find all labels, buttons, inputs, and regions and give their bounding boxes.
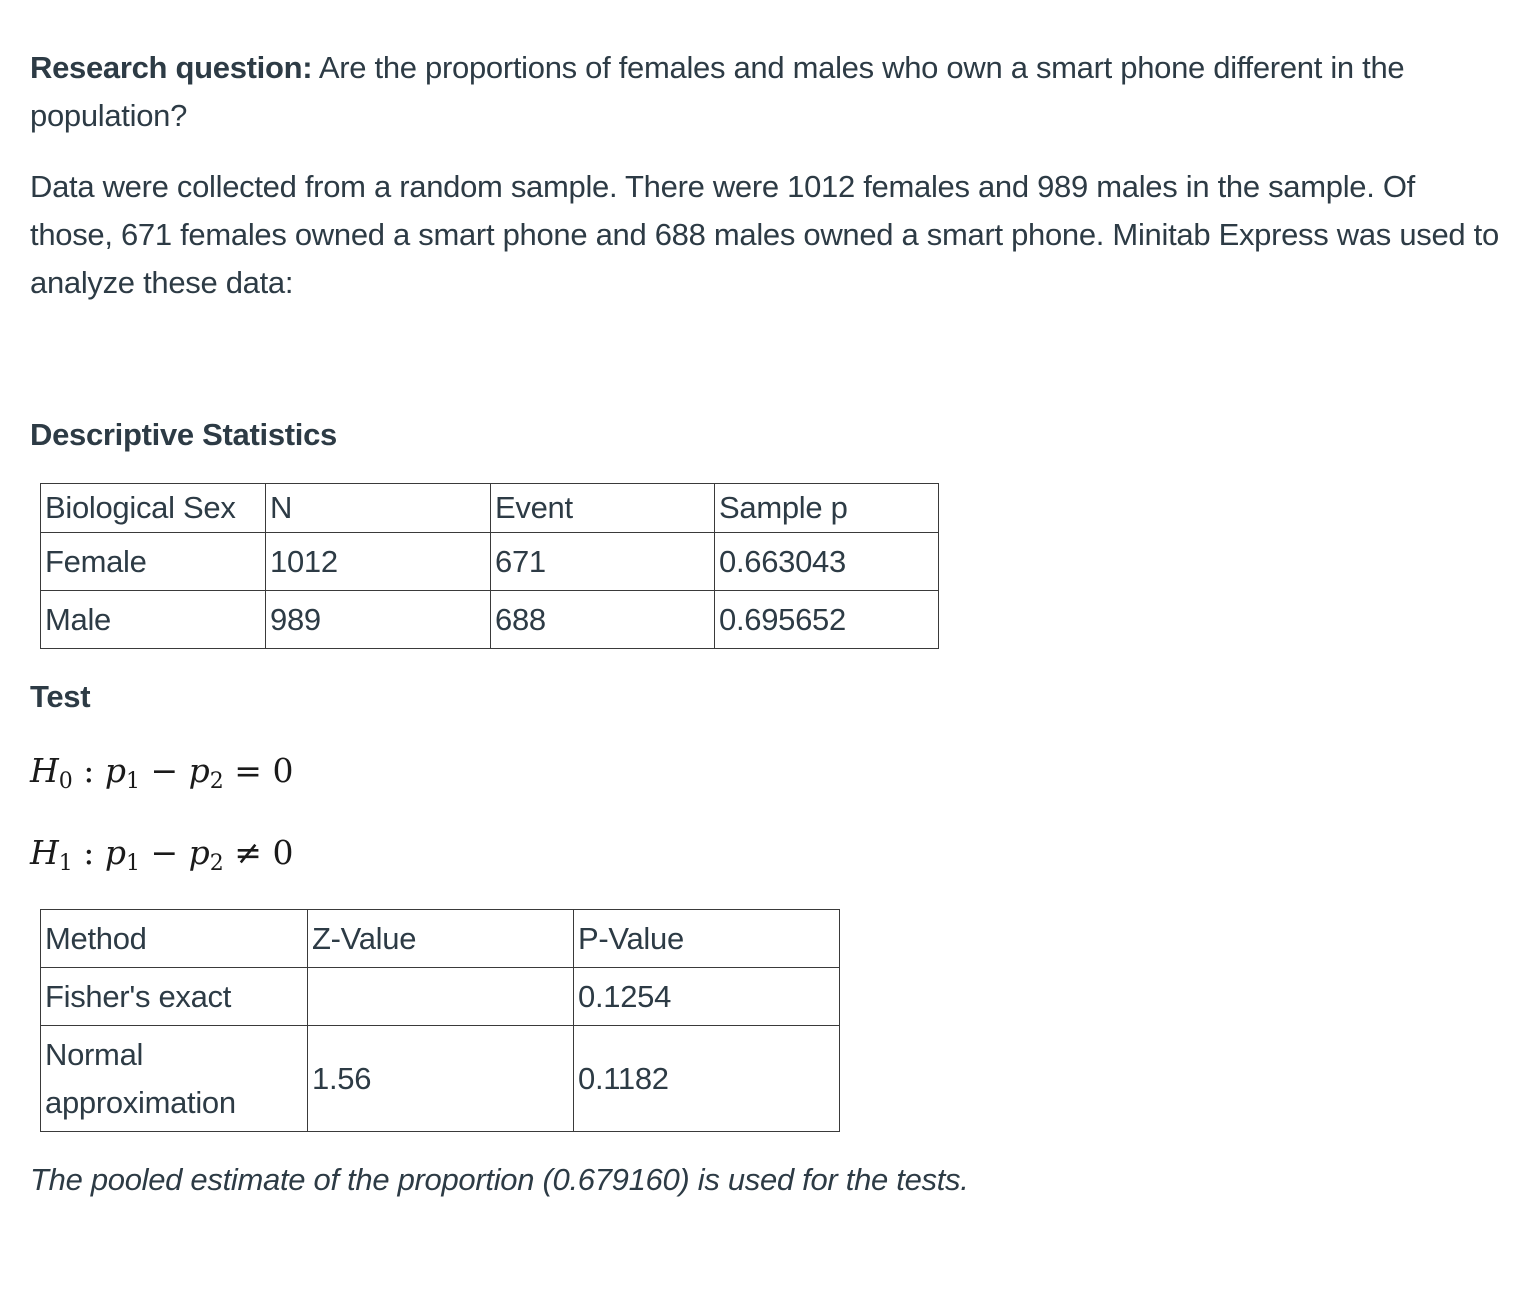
test-results-table	[40, 909, 840, 1132]
null-hypothesis: $H_0$ : $p_1 - p_2 = 0$	[30, 751, 294, 794]
p1-symbol: p	[104, 751, 127, 790]
table-cell: Male	[41, 591, 266, 649]
not-equal-sign: ≠	[234, 833, 262, 872]
table-cell	[308, 968, 574, 1026]
research-question-text: Are the proportions of females and males who own a smart phone different in the population?	[30, 50, 1405, 133]
table-row	[41, 968, 840, 1026]
alternative-hypothesis: $H_1$ : $p_1 - p_2 \ne 0$	[30, 833, 294, 876]
p1-subscript: 1	[126, 769, 141, 794]
table-cell: 0.695652	[715, 591, 939, 649]
table-cell: 989	[266, 591, 491, 649]
table-row	[41, 533, 939, 591]
minus-sign: −	[150, 751, 179, 790]
h1-symbol: H	[30, 833, 59, 872]
research-question	[30, 44, 1500, 140]
p2-symbol: p	[188, 833, 210, 872]
table-cell: 0.1182	[574, 1026, 840, 1132]
p1-subscript: 1	[126, 851, 141, 876]
h0-value: 0	[272, 751, 294, 790]
p2-subscript: 2	[209, 769, 224, 794]
table-cell: 0.1254	[574, 968, 840, 1026]
table-header-row	[41, 484, 939, 533]
pooled-estimate-note: The pooled estimate of the proportion (0.679160) is used for the tests.	[30, 1162, 969, 1197]
table-cell: Fisher's exact	[41, 968, 308, 1026]
h0-symbol: H	[30, 751, 59, 790]
header-cell: N	[266, 484, 491, 533]
document-body	[30, 44, 1500, 1200]
table-row	[41, 591, 939, 649]
table-cell: Normal approximation	[41, 1026, 308, 1132]
descriptive-statistics-title: Descriptive Statistics	[30, 417, 337, 452]
table-header-row	[41, 910, 840, 968]
h1-subscript: 1	[58, 851, 73, 876]
data-description: Data were collected from a random sample. There were 1012 females and 989 males in the sample. Of those, 671 females owned a smart phone and 688 males owned a smart phone. Minitab Express was used to analyze these data:	[30, 169, 1499, 300]
table-cell: 671	[491, 533, 715, 591]
table-cell: 688	[491, 591, 715, 649]
header-cell: Method	[41, 910, 308, 968]
descriptive-statistics-table	[40, 483, 939, 649]
p1-symbol: p	[104, 833, 127, 872]
minus-sign: −	[150, 833, 179, 872]
h0-subscript: 0	[58, 769, 73, 794]
h1-value: 0	[272, 833, 294, 872]
table-cell: 0.663043	[715, 533, 939, 591]
table-cell: 1.56	[308, 1026, 574, 1132]
header-cell: Z-Value	[308, 910, 574, 968]
header-cell: Event	[491, 484, 715, 533]
table-cell: 1012	[266, 533, 491, 591]
research-question-label: Research question:	[30, 50, 313, 85]
table-cell: Female	[41, 533, 266, 591]
p2-symbol: p	[188, 751, 210, 790]
header-cell: Biological Sex	[41, 484, 266, 533]
header-cell: P-Value	[574, 910, 840, 968]
p2-subscript: 2	[209, 851, 224, 876]
equals-sign: =	[234, 751, 262, 790]
header-cell: Sample p	[715, 484, 939, 533]
table-row	[41, 1026, 840, 1132]
test-title: Test	[30, 679, 91, 714]
